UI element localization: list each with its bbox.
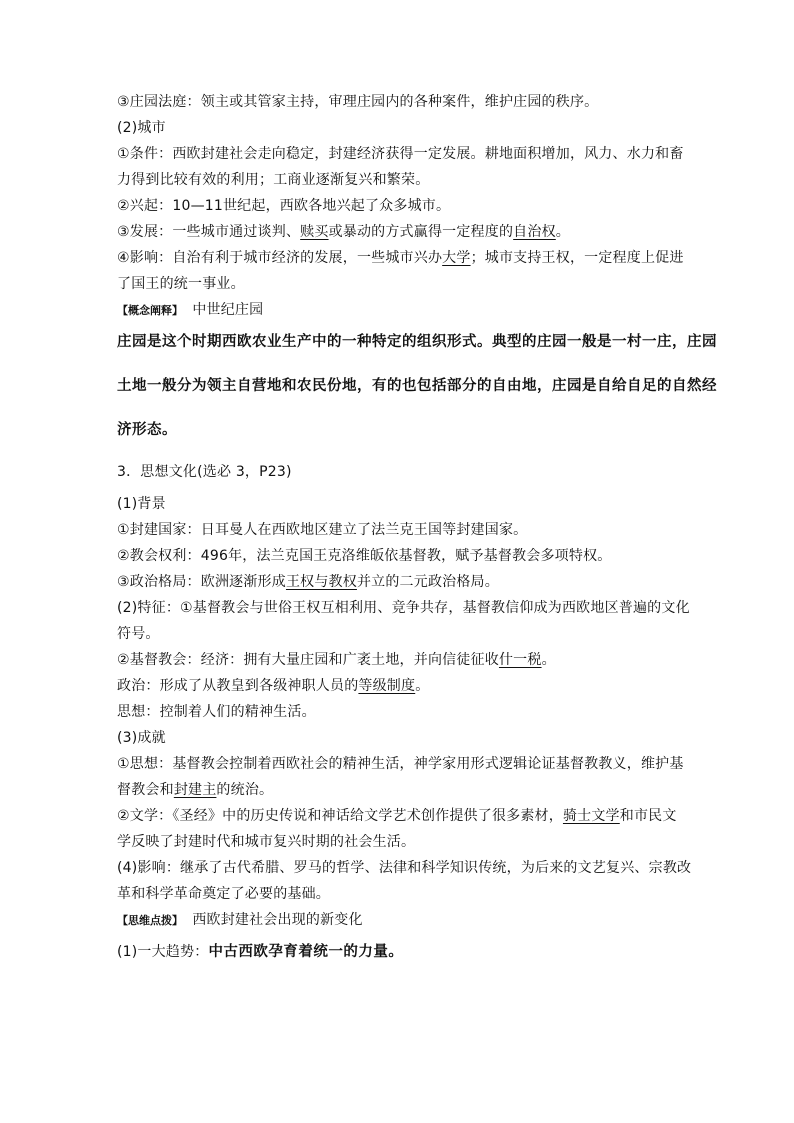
achievement-literature-line-2 — [117, 832, 415, 852]
text: 西欧封建社会出现的新变化 — [192, 912, 363, 928]
underlined-term: 大学 — [442, 250, 471, 266]
text: ③发展：一些城市通过谈判、 — [117, 224, 301, 240]
background-line-3 — [117, 572, 499, 592]
concept-text-line-3 — [117, 420, 177, 440]
city-influence-line — [117, 248, 684, 268]
concept-text-line-2 — [117, 376, 717, 396]
trend-line — [117, 942, 403, 962]
text: 。 — [415, 678, 430, 694]
text: 并立的二元政治格局。 — [356, 574, 499, 590]
concept-text-line-1 — [117, 332, 717, 352]
thinking-box-heading — [117, 910, 363, 931]
underlined-term: 什一税 — [498, 652, 542, 668]
text: 。 — [541, 652, 556, 668]
background-line-2 — [117, 546, 611, 566]
text: 学反映了封建时代和城市复兴时期的社会生活。 — [117, 834, 416, 850]
text: 革和科学革命奠定了必要的基础。 — [117, 886, 330, 902]
text: (2)城市 — [117, 120, 166, 136]
background-heading — [117, 494, 166, 514]
section-heading-city — [117, 118, 166, 138]
text: ①封建国家：日耳曼人在西欧地区建立了法兰克王国等封建国家。 — [117, 522, 528, 538]
text: 济形态。 — [117, 422, 177, 438]
text: (3)成就 — [117, 730, 166, 746]
concept-box-heading — [117, 300, 263, 321]
achievement-thought-line-1 — [117, 754, 684, 774]
text: ③政治格局：欧洲逐渐形成 — [117, 574, 286, 590]
underlined-term: 封建主 — [173, 782, 217, 798]
achievement-literature-line-1 — [117, 806, 677, 826]
church-politics-line — [117, 676, 429, 696]
underlined-term: 赎买 — [300, 224, 329, 240]
text: ①条件：西欧封建社会走向稳定，封建经济获得一定发展。耕地面积增加，风力、水力和畜 — [117, 146, 684, 162]
manor-court-line — [117, 92, 598, 112]
text: 土地一般分为领主自营地和农民份地，有的也包括部分的自由地，庄园是自给自足的自然经 — [117, 378, 717, 394]
text: ③庄园法庭：领主或其管家主持，审理庄园内的各种案件，维护庄园的秩序。 — [117, 94, 599, 110]
text: 或暴动的方式赢得一定程度的 — [328, 224, 514, 240]
text: (4)影响：继承了古代希腊、罗马的哲学、法律和科学知识传统，为后来的文艺复兴、宗教改 — [117, 860, 692, 876]
city-condition-line-2 — [117, 170, 429, 190]
city-development-line — [117, 222, 570, 242]
feature-line-1 — [117, 598, 690, 618]
text: 中世纪庄园 — [192, 302, 264, 318]
text: (1)一大趋势： — [117, 944, 209, 960]
achievement-thought-line-2 — [117, 780, 273, 800]
text: ④影响：自治有利于城市经济的发展，一些城市兴办 — [117, 250, 443, 266]
achievement-heading — [117, 728, 166, 748]
text: 和市民文 — [619, 808, 677, 824]
text: 力得到比较有效的利用；工商业逐渐复兴和繁荣。 — [117, 172, 430, 188]
text: ；城市支持王权，一定程度上促进 — [470, 250, 684, 266]
influence-line-2 — [117, 884, 330, 904]
text: ②兴起：10—11世纪起，西欧各地兴起了众多城市。 — [117, 198, 451, 214]
feature-line-2 — [117, 624, 160, 644]
city-influence-line-2 — [117, 274, 245, 294]
text: (1)背景 — [117, 496, 166, 512]
text: 。 — [555, 224, 570, 240]
city-condition-line — [117, 144, 684, 164]
text: 符号。 — [117, 626, 160, 642]
underlined-term: 王权与教权 — [285, 574, 357, 590]
bold-text: 中古西欧孕育着统一的力量。 — [208, 944, 404, 960]
text: 3．思想文化(选必 3，P23) — [117, 464, 292, 480]
text: (2)特征：①基督教会与世俗王权互相利用、竞争共存，基督教信仰成为西欧地区普遍的文化 — [117, 600, 690, 616]
text: ①思想：基督教会控制着西欧社会的精神生活，神学家用形式逻辑论证基督教教义，维护基 — [117, 756, 684, 772]
text: ②基督教会：经济：拥有大量庄园和广袤土地，并向信徒征收 — [117, 652, 499, 668]
city-rise-line — [117, 196, 450, 216]
section-heading-culture — [117, 462, 292, 482]
text: 政治：形成了从教皇到各级神职人员的 — [117, 678, 359, 694]
underlined-term: 等级制度 — [358, 678, 416, 694]
underlined-term: 自治权 — [513, 224, 556, 240]
thinking-tag: 【思维点拨】 — [117, 914, 183, 927]
concept-tag: 【概念阐释】 — [117, 304, 183, 317]
text: 了国王的统一事业。 — [117, 276, 245, 292]
text: ②文学：《圣经》中的历史传说和神话给文学艺术创作提供了很多素材， — [117, 808, 563, 824]
text: 的统治。 — [216, 782, 274, 798]
text: 思想：控制着人们的精神生活。 — [117, 704, 316, 720]
text: ②教会权利：496年，法兰克国王克洛维皈依基督教，赋予基督教会多项特权。 — [117, 548, 612, 564]
background-line-1 — [117, 520, 527, 540]
text: 督教会和 — [117, 782, 174, 798]
church-thought-line — [117, 702, 316, 722]
church-economy-line — [117, 650, 556, 670]
influence-line-1 — [117, 858, 691, 878]
underlined-term: 骑士文学 — [562, 808, 620, 824]
text: 庄园是这个时期西欧农业生产中的一种特定的组织形式。典型的庄园一般是一村一庄，庄园 — [117, 334, 717, 350]
